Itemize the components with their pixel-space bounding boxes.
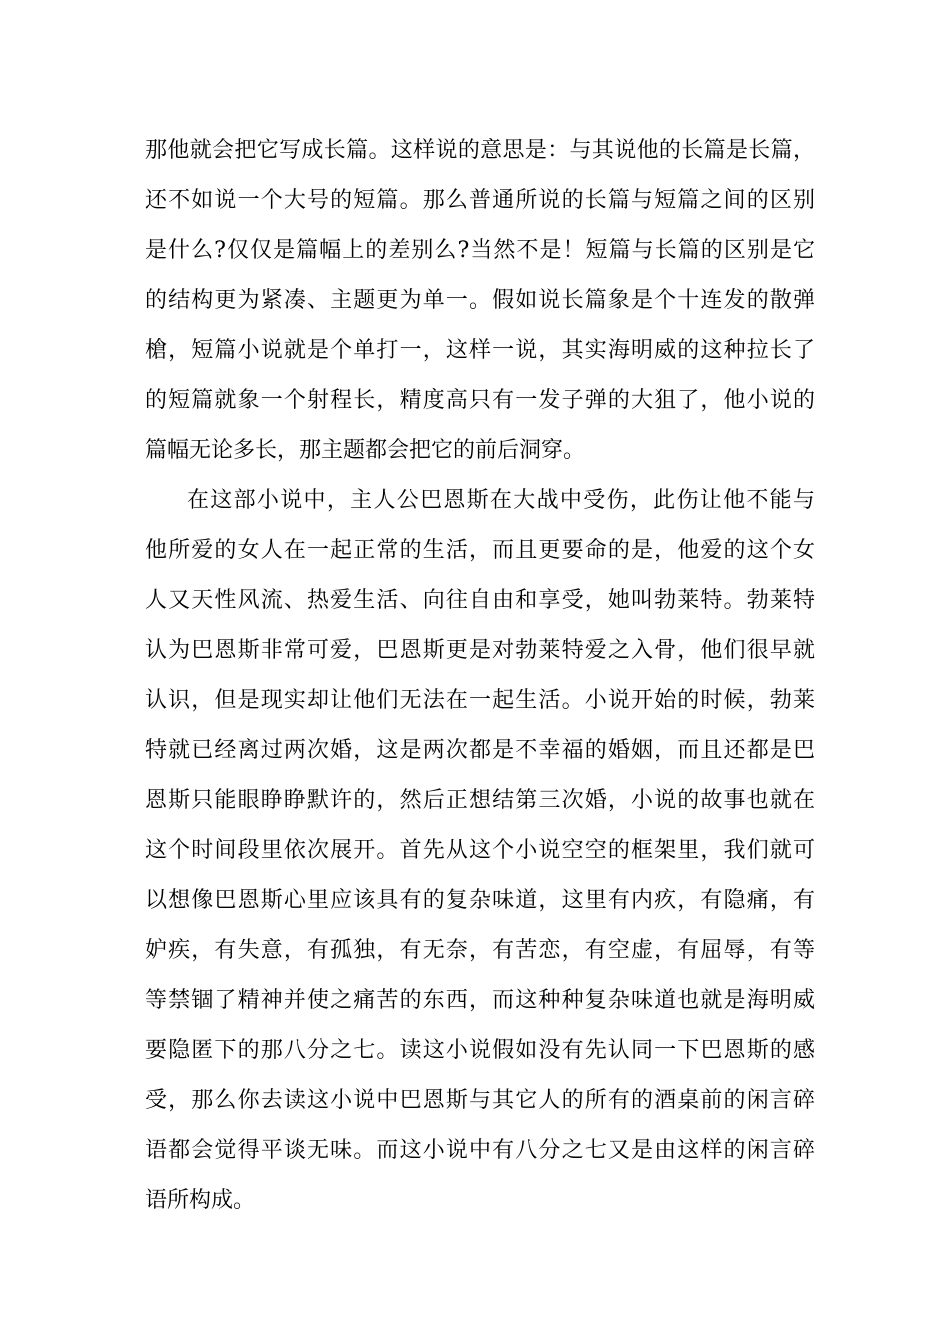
text-line: 要隐匿下的那八分之七。读这小说假如没有先认同一下巴恩斯的感 [145,1038,815,1063]
text-line: 是什么?仅仅是篇幅上的差别么?当然不是！短篇与长篇的区别是它 [145,238,815,263]
text-line: 以想像巴恩斯心里应该具有的复杂味道，这里有内疚，有隐痛，有 [145,888,815,913]
text-line: 妒疾，有失意，有孤独，有无奈，有苦恋，有空虚，有屈辱，有等 [145,938,815,963]
text-line: 槍，短篇小说就是个单打一，这样一说，其实海明威的这种拉长了 [145,338,815,363]
text-line: 的结构更为紧凑、主题更为单一。假如说长篇象是个十连发的散弹 [145,288,815,313]
text-line: 那他就会把它写成长篇。这样说的意思是：与其说他的长篇是长篇， [145,138,815,163]
text-line: 这个时间段里依次展开。首先从这个小说空空的框架里，我们就可 [145,838,815,863]
text-line: 认为巴恩斯非常可爱，巴恩斯更是对勃莱特爱之入骨，他们很早就 [145,638,815,663]
text-line: 人又天性风流、热爱生活、向往自由和享受，她叫勃莱特。勃莱特 [145,588,815,613]
text-line: 他所爱的女人在一起正常的生活，而且更要命的是，他爱的这个女 [145,538,815,563]
text-line: 认识，但是现实却让他们无法在一起生活。小说开始的时候，勃莱 [145,688,815,713]
text-line: 等禁锢了精神并使之痛苦的东西，而这种种复杂味道也就是海明威 [145,988,815,1013]
text-line: 语所构成。 [145,1188,256,1213]
text-line: 的短篇就象一个射程长，精度高只有一发子弹的大狙了，他小说的 [145,388,815,413]
text-line: 篇幅无论多长，那主题都会把它的前后洞穿。 [145,438,586,463]
text-line: 恩斯只能眼睁睁默许的，然后正想结第三次婚，小说的故事也就在 [145,788,815,813]
text-line: 特就已经离过两次婚，这是两次都是不幸福的婚姻，而且还都是巴 [145,738,815,763]
text-line: 在这部小说中，主人公巴恩斯在大战中受伤，此伤让他不能与 [187,488,815,513]
text-line: 受，那么你去读这小说中巴恩斯与其它人的所有的酒桌前的闲言碎 [145,1088,815,1113]
text-line: 语都会觉得平谈无味。而这小说中有八分之七又是由这样的闲言碎 [145,1138,815,1163]
text-line: 还不如说一个大号的短篇。那么普通所说的长篇与短篇之间的区别 [145,188,815,213]
